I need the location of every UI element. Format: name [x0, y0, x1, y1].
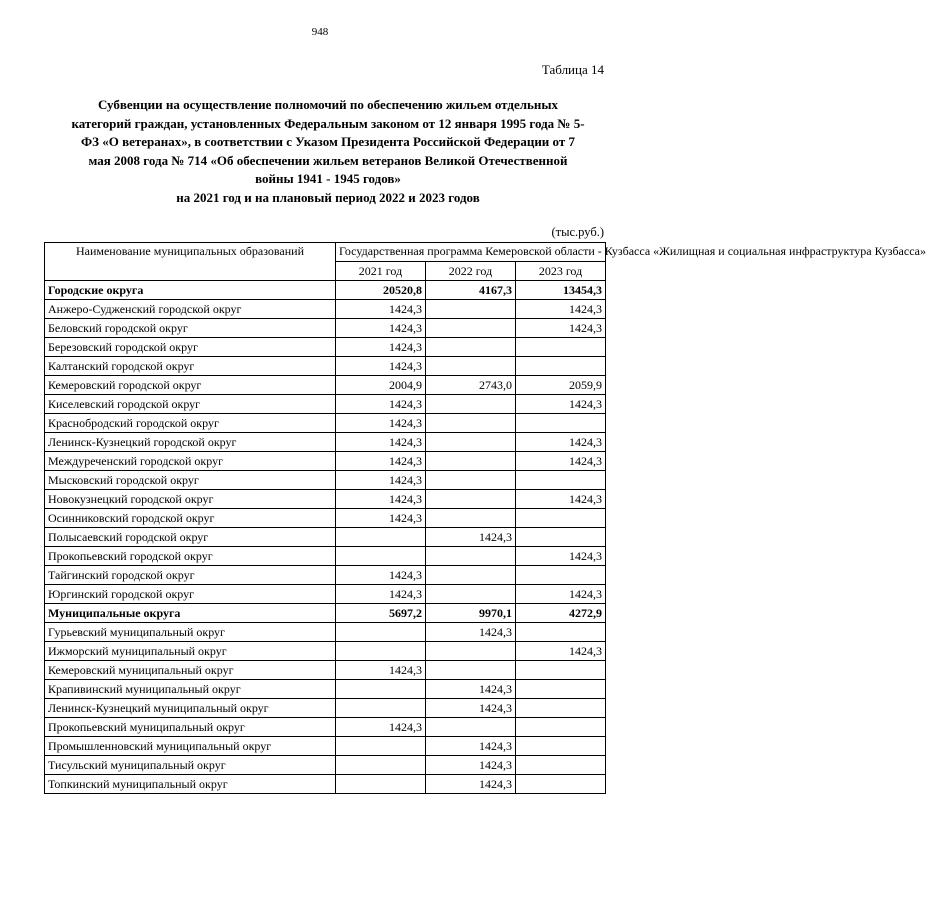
municipality-name-cell: Калтанский городской округ	[45, 357, 336, 376]
year-header-2023: 2023 год	[516, 262, 606, 281]
value-2023-cell	[516, 775, 606, 794]
municipality-name-cell: Краснобродский городской округ	[45, 414, 336, 433]
value-2021-cell	[336, 680, 426, 699]
value-2021-cell: 5697,2	[336, 604, 426, 623]
municipality-name-cell: Мысковский городской округ	[45, 471, 336, 490]
value-2023-cell	[516, 718, 606, 737]
value-2023-cell	[516, 528, 606, 547]
table-row	[45, 509, 606, 528]
table-row	[45, 471, 606, 490]
value-2022-cell: 1424,3	[426, 623, 516, 642]
value-2023-cell: 1424,3	[516, 433, 606, 452]
heading-line: войны 1941 - 1945 годов»	[255, 171, 401, 186]
table-row	[45, 775, 606, 794]
value-2022-cell: 1424,3	[426, 680, 516, 699]
value-2021-cell: 1424,3	[336, 490, 426, 509]
value-2021-cell: 1424,3	[336, 566, 426, 585]
municipality-name-cell: Прокопьевский муниципальный округ	[45, 718, 336, 737]
table-row	[45, 585, 606, 604]
value-2021-cell: 1424,3	[336, 414, 426, 433]
subsidies-table	[44, 242, 926, 794]
value-2021-cell: 20520,8	[336, 281, 426, 300]
table-row	[45, 718, 606, 737]
municipality-name-cell: Городские округа	[45, 281, 336, 300]
value-2022-cell	[426, 585, 516, 604]
value-2023-cell	[516, 737, 606, 756]
municipality-name-cell: Тайгинский городской округ	[45, 566, 336, 585]
value-2021-cell: 1424,3	[336, 300, 426, 319]
value-2021-cell	[336, 756, 426, 775]
municipality-name-cell: Кемеровский муниципальный округ	[45, 661, 336, 680]
municipality-name-cell: Топкинский муниципальный округ	[45, 775, 336, 794]
table-row	[45, 414, 606, 433]
value-2022-cell	[426, 395, 516, 414]
value-2023-cell	[516, 623, 606, 642]
municipality-name-cell: Тисульский муниципальный округ	[45, 756, 336, 775]
municipality-name-cell: Муниципальные округа	[45, 604, 336, 623]
value-2023-cell	[516, 338, 606, 357]
table-label: Таблица 14	[541, 62, 604, 77]
value-2022-cell	[426, 357, 516, 376]
table-header-row	[45, 243, 606, 262]
value-2021-cell: 1424,3	[336, 433, 426, 452]
value-2022-cell	[426, 490, 516, 509]
value-2022-cell	[426, 300, 516, 319]
value-2023-cell	[516, 509, 606, 528]
municipality-name-cell: Ленинск-Кузнецкий городской округ	[45, 433, 336, 452]
municipality-name-cell: Прокопьевский городской округ	[45, 547, 336, 566]
value-2022-cell: 2743,0	[426, 376, 516, 395]
value-2023-cell: 2059,9	[516, 376, 606, 395]
value-2022-cell	[426, 414, 516, 433]
municipality-name-cell: Крапивинский муниципальный округ	[45, 680, 336, 699]
value-2021-cell: 1424,3	[336, 718, 426, 737]
municipality-name-cell: Междуреченский городской округ	[45, 452, 336, 471]
heading-line: мая 2008 года № 714 «Об обеспечении жильем ветеранов Великой Отечественной	[88, 152, 568, 168]
table-row	[45, 338, 606, 357]
value-2021-cell: 1424,3	[336, 471, 426, 490]
table-row	[45, 699, 606, 718]
municipality-name-cell: Анжеро-Судженский городской округ	[45, 300, 336, 319]
value-2021-cell: 1424,3	[336, 585, 426, 604]
value-2022-cell	[426, 642, 516, 661]
value-2022-cell: 1424,3	[426, 528, 516, 547]
value-2021-cell: 1424,3	[336, 357, 426, 376]
value-2023-cell: 1424,3	[516, 547, 606, 566]
value-2022-cell	[426, 452, 516, 471]
value-2021-cell: 1424,3	[336, 509, 426, 528]
value-2023-cell	[516, 680, 606, 699]
heading-line: Субвенции на осуществление полномочий по обеспечению жильем отдельных	[97, 97, 559, 112]
value-2023-cell: 1424,3	[516, 490, 606, 509]
value-2021-cell	[336, 699, 426, 718]
value-2022-cell	[426, 547, 516, 566]
table-row	[45, 756, 606, 775]
table-row	[45, 357, 606, 376]
municipality-name-cell: Гурьевский муниципальный округ	[45, 623, 336, 642]
value-2022-cell	[426, 718, 516, 737]
municipality-name-cell: Березовский городской округ	[45, 338, 336, 357]
value-2023-cell: 1424,3	[516, 642, 606, 661]
value-2021-cell	[336, 528, 426, 547]
municipality-name-cell: Ижморский муниципальный округ	[45, 642, 336, 661]
value-2021-cell: 1424,3	[336, 452, 426, 471]
value-2023-cell	[516, 566, 606, 585]
value-2021-cell	[336, 642, 426, 661]
value-2022-cell	[426, 566, 516, 585]
value-2022-cell: 1424,3	[426, 699, 516, 718]
value-2022-cell	[426, 338, 516, 357]
value-2023-cell: 1424,3	[516, 452, 606, 471]
table-row	[45, 300, 606, 319]
table-group-row	[45, 604, 606, 623]
value-2021-cell	[336, 737, 426, 756]
table-row	[45, 661, 606, 680]
value-2023-cell: 1424,3	[516, 319, 606, 338]
col-program-header: Государственная программа Кемеровской области - Кузбасса «Жилищная и социальная инфраструктура Кузбасса»	[336, 243, 606, 262]
municipality-name-cell: Новокузнецкий городской округ	[45, 490, 336, 509]
value-2023-cell	[516, 414, 606, 433]
heading-line: категорий граждан, установленных Федеральным законом от 12 января 1995 года № 5-	[71, 115, 585, 131]
table-body	[45, 281, 606, 794]
table-row	[45, 737, 606, 756]
value-2022-cell	[426, 319, 516, 338]
value-2023-cell: 13454,3	[516, 281, 606, 300]
value-2021-cell	[336, 623, 426, 642]
value-2022-cell: 1424,3	[426, 737, 516, 756]
value-2022-cell	[426, 509, 516, 528]
table-row	[45, 547, 606, 566]
table-row	[45, 642, 606, 661]
value-2021-cell	[336, 547, 426, 566]
municipality-name-cell: Ленинск-Кузнецкий муниципальный округ	[45, 699, 336, 718]
heading-line: ФЗ «О ветеранах», в соответствии с Указом Президента Российской Федерации от 7	[80, 134, 576, 149]
table-row	[45, 395, 606, 414]
municipality-name-cell: Беловский городской округ	[45, 319, 336, 338]
value-2023-cell	[516, 471, 606, 490]
value-2021-cell: 1424,3	[336, 319, 426, 338]
document-heading	[36, 96, 620, 207]
value-2021-cell	[336, 775, 426, 794]
value-2023-cell: 4272,9	[516, 604, 606, 623]
table-row	[45, 528, 606, 547]
value-2023-cell: 1424,3	[516, 300, 606, 319]
value-2023-cell	[516, 357, 606, 376]
table-row	[45, 490, 606, 509]
table-row	[45, 319, 606, 338]
municipality-name-cell: Промышленновский муниципальный округ	[45, 737, 336, 756]
value-2021-cell: 1424,3	[336, 338, 426, 357]
table-row	[45, 433, 606, 452]
value-2022-cell: 1424,3	[426, 756, 516, 775]
heading-line: на 2021 год и на плановый период 2022 и 2023 годов	[176, 189, 480, 205]
table-group-row	[45, 281, 606, 300]
value-2023-cell	[516, 661, 606, 680]
municipality-name-cell: Полысаевский городской округ	[45, 528, 336, 547]
value-2021-cell: 1424,3	[336, 661, 426, 680]
value-2022-cell: 4167,3	[426, 281, 516, 300]
page-number: 948	[311, 26, 329, 38]
value-2023-cell: 1424,3	[516, 395, 606, 414]
value-2022-cell	[426, 433, 516, 452]
value-2023-cell	[516, 699, 606, 718]
value-2021-cell: 2004,9	[336, 376, 426, 395]
value-2022-cell	[426, 661, 516, 680]
value-2022-cell	[426, 471, 516, 490]
table-row	[45, 623, 606, 642]
year-header-2021: 2021 год	[336, 262, 426, 281]
municipality-name-cell: Киселевский городской округ	[45, 395, 336, 414]
municipality-name-cell: Осинниковский городской округ	[45, 509, 336, 528]
value-2023-cell	[516, 756, 606, 775]
col-name-header: Наименование муниципальных образований	[45, 243, 336, 281]
municipality-name-cell: Кемеровский городской округ	[45, 376, 336, 395]
year-header-2022: 2022 год	[426, 262, 516, 281]
value-2023-cell: 1424,3	[516, 585, 606, 604]
value-2022-cell: 1424,3	[426, 775, 516, 794]
units-label: (тыс.руб.)	[551, 225, 604, 239]
municipality-name-cell: Юргинский городской округ	[45, 585, 336, 604]
value-2022-cell: 9970,1	[426, 604, 516, 623]
table-row	[45, 680, 606, 699]
table-row	[45, 566, 606, 585]
table-row	[45, 376, 606, 395]
value-2021-cell: 1424,3	[336, 395, 426, 414]
table-row	[45, 452, 606, 471]
